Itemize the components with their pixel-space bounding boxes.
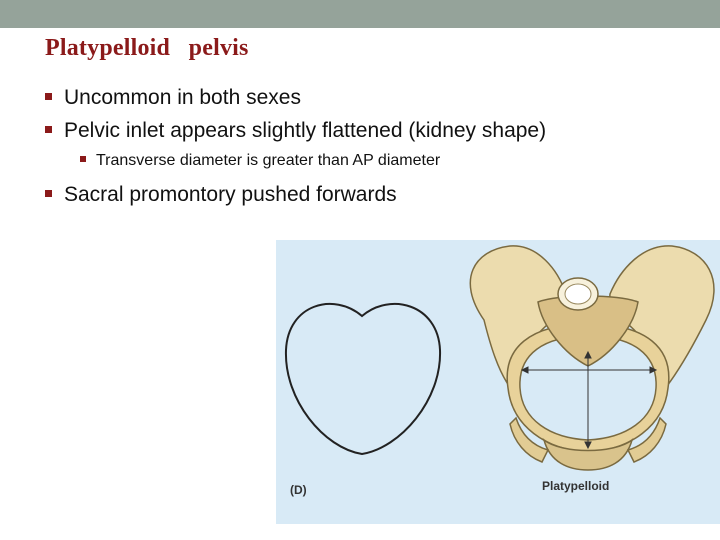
figure-caption: Platypelloid (542, 479, 610, 493)
bullet-text: Pelvic inlet appears slightly flattened (kidney shape) (64, 119, 547, 142)
bullet-item (45, 183, 397, 207)
bullet-square-icon (45, 190, 52, 197)
sub-bullet-text: Transverse diameter is greater than AP diameter (96, 152, 441, 169)
bullet-square-icon (45, 93, 52, 100)
bullet-square-icon (80, 156, 86, 162)
sub-bullet-item (80, 152, 440, 170)
figure-label: (D) (290, 483, 307, 497)
top-bar (0, 0, 720, 28)
bullet-item (45, 119, 546, 143)
pelvis-figure (276, 240, 720, 524)
pelvis-illustration (276, 240, 720, 524)
bullet-square-icon (45, 126, 52, 133)
bullet-text: Sacral promontory pushed forwards (64, 183, 397, 206)
bullet-item (45, 86, 301, 110)
slide-title: Platypelloid pelvis (45, 35, 249, 61)
bullet-text: Uncommon in both sexes (64, 86, 301, 109)
